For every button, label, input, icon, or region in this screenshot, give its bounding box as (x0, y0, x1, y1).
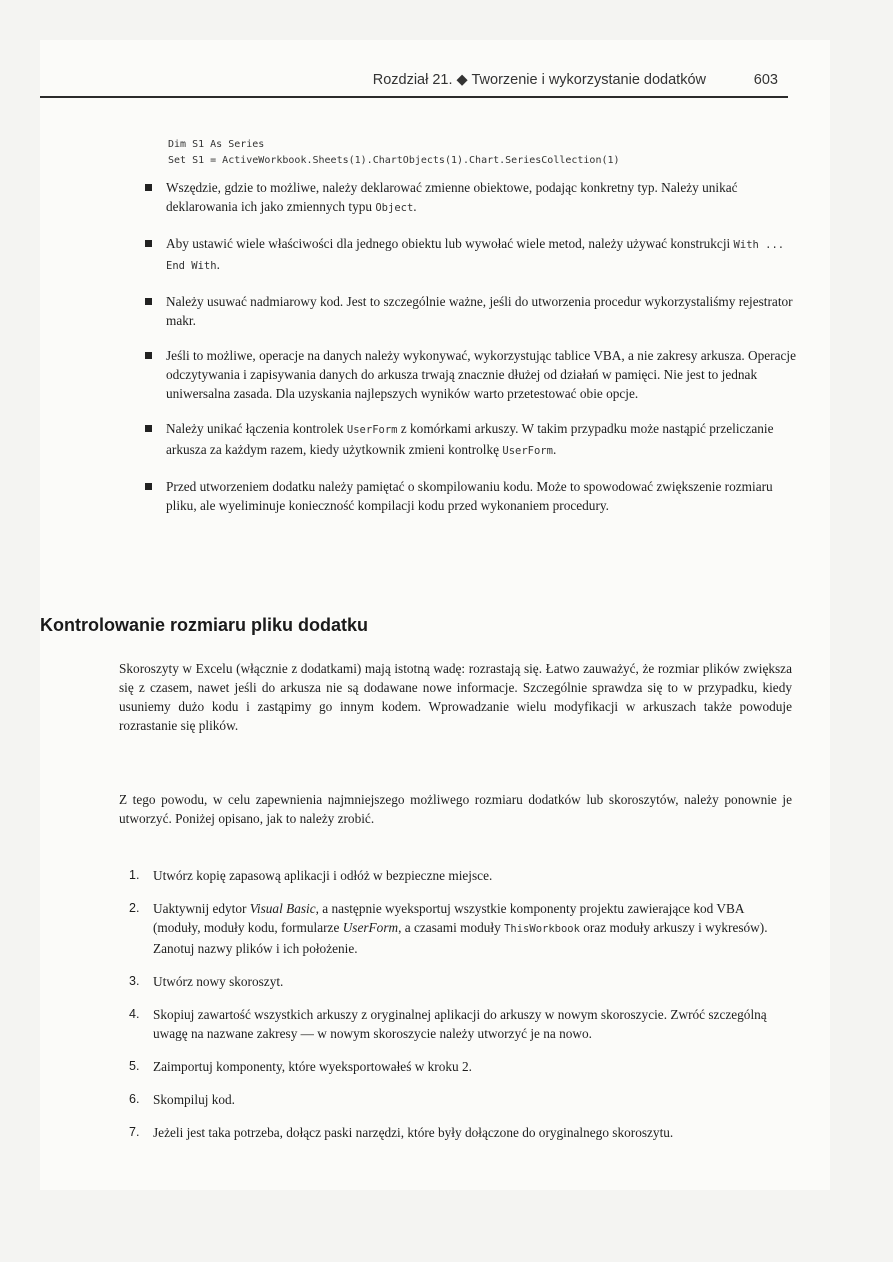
step-item: 2. Uaktywnij edytor Visual Basic, a następnie wyeksportuj wszystkie komponenty projektu zawierające kod VBA (moduły, moduły kodu, formularze UserForm, a czasami moduły ThisWorkbook oraz moduły arkuszy i wykresów). Zanotuj nazwy plików i ich położenie. (129, 901, 768, 956)
code-line: Dim S1 As Series (168, 139, 265, 150)
list-item: Aby ustawić wiele właściwości dla jednego obiektu lub wywołać wiele metod, należy używać konstrukcji With ... End With. (140, 234, 800, 276)
step-item: 4. Skopiuj zawartość wszystkich arkuszy z oryginalnej aplikacji do arkuszy w nowym skoroszycie. Zwróć szczególną uwagę na nazwane zakresy — w nowym skoroszycie należy utworzyć je na nowo. (129, 1007, 767, 1041)
step-item: 3. Utwórz nowy skoroszyt. (129, 974, 284, 989)
step-number: 4. (129, 1007, 140, 1021)
list-item: Należy unikać łączenia kontrolek UserForm z komórkami arkuszy. W takim przypadku może nastąpić przeliczanie arkusza za każdym razem, kiedy użytkownik zmieni kontrolkę UserForm. (140, 419, 800, 461)
step-number: 7. (129, 1125, 140, 1139)
paragraph: Z tego powodu, w celu zapewnienia najmniejszego możliwego rozmiaru dodatków lub skoroszytów, należy ponownie je utworzyć. Poniżej opisano, jak to należy zrobić. (119, 792, 792, 826)
book-page (40, 40, 830, 1190)
inline-code: With ... End With (166, 239, 785, 272)
section-heading: Kontrolowanie rozmiaru pliku dodatku (40, 615, 369, 635)
code-line: Set S1 = ActiveWorkbook.Sheets(1).ChartObjects(1).Chart.SeriesCollection(1) (168, 155, 620, 166)
paragraph: Skoroszyty w Excelu (włącznie z dodatkami) mają istotną wadę: rozrastają się. Łatwo zauważyć, że rozmiar plików zwiększa się z czasem, nawet jeśli do arkusza nie są dodawane nowe informacje. Szczególnie sprawdza się to w przypadku, kiedy usuniemy dużo kodu i zastąpimy go innym kodem. Wprowadzanie wielu modyfikacji w arkuszach także powoduje rozrastanie się plików. (119, 661, 792, 733)
tips-list (140, 178, 800, 531)
page-number: 603 (753, 72, 778, 88)
step-number: 6. (129, 1092, 140, 1106)
list-item: Przed utworzeniem dodatku należy pamiętać o skompilowaniu kodu. Może to spowodować zwiększenie rozmiaru pliku, ale wyeliminuje konieczność kompilacji kodu przed wykonaniem procedury. (140, 477, 800, 515)
step-number: 2. (129, 901, 140, 915)
inline-code: UserForm (502, 445, 553, 457)
step-number: 3. (129, 974, 140, 988)
steps-list (129, 866, 789, 1156)
inline-code: UserForm (346, 424, 398, 436)
list-item: Należy usuwać nadmiarowy kod. Jest to szczególnie ważne, jeśli do utworzenia procedur wykorzystaliśmy rejestrator makr. (140, 292, 800, 330)
inline-code: Object (375, 202, 414, 214)
chapter-title: Rozdział 21. ◆ Tworzenie i wykorzystanie dodatków (372, 72, 706, 88)
step-number: 5. (129, 1059, 140, 1073)
list-item: Jeśli to możliwe, operacje na danych należy wykonywać, wykorzystując tablice VBA, a nie zakresy arkusza. Operacje odczytywania i zapisywania danych do arkusza trwają znacznie dłużej od działań w pamięci. Nie jest to jednak uniwersalna zasada. Dla uzyskania najlepszych wyników warto przetestować obie opcje. (140, 346, 800, 403)
code-snippet (168, 137, 620, 169)
step-item: 1. Utwórz kopię zapasową aplikacji i odłóż w bezpieczne miejsce. (129, 868, 493, 883)
step-item: 5. Zaimportuj komponenty, które wyeksportowałeś w kroku 2. (129, 1059, 472, 1074)
step-item: 6. Skompiluj kod. (129, 1092, 236, 1107)
list-item: Wszędzie, gdzie to możliwe, należy deklarować zmienne obiektowe, podając konkretny typ. Należy unikać deklarowania ich jako zmiennych typu Object. (140, 178, 800, 218)
inline-code: ThisWorkbook (504, 923, 580, 935)
header-rule (40, 96, 788, 98)
step-item: 7. Jeżeli jest taka potrzeba, dołącz paski narzędzi, które były dołączone do oryginalnego skoroszytu. (129, 1125, 674, 1140)
step-number: 1. (129, 868, 140, 882)
